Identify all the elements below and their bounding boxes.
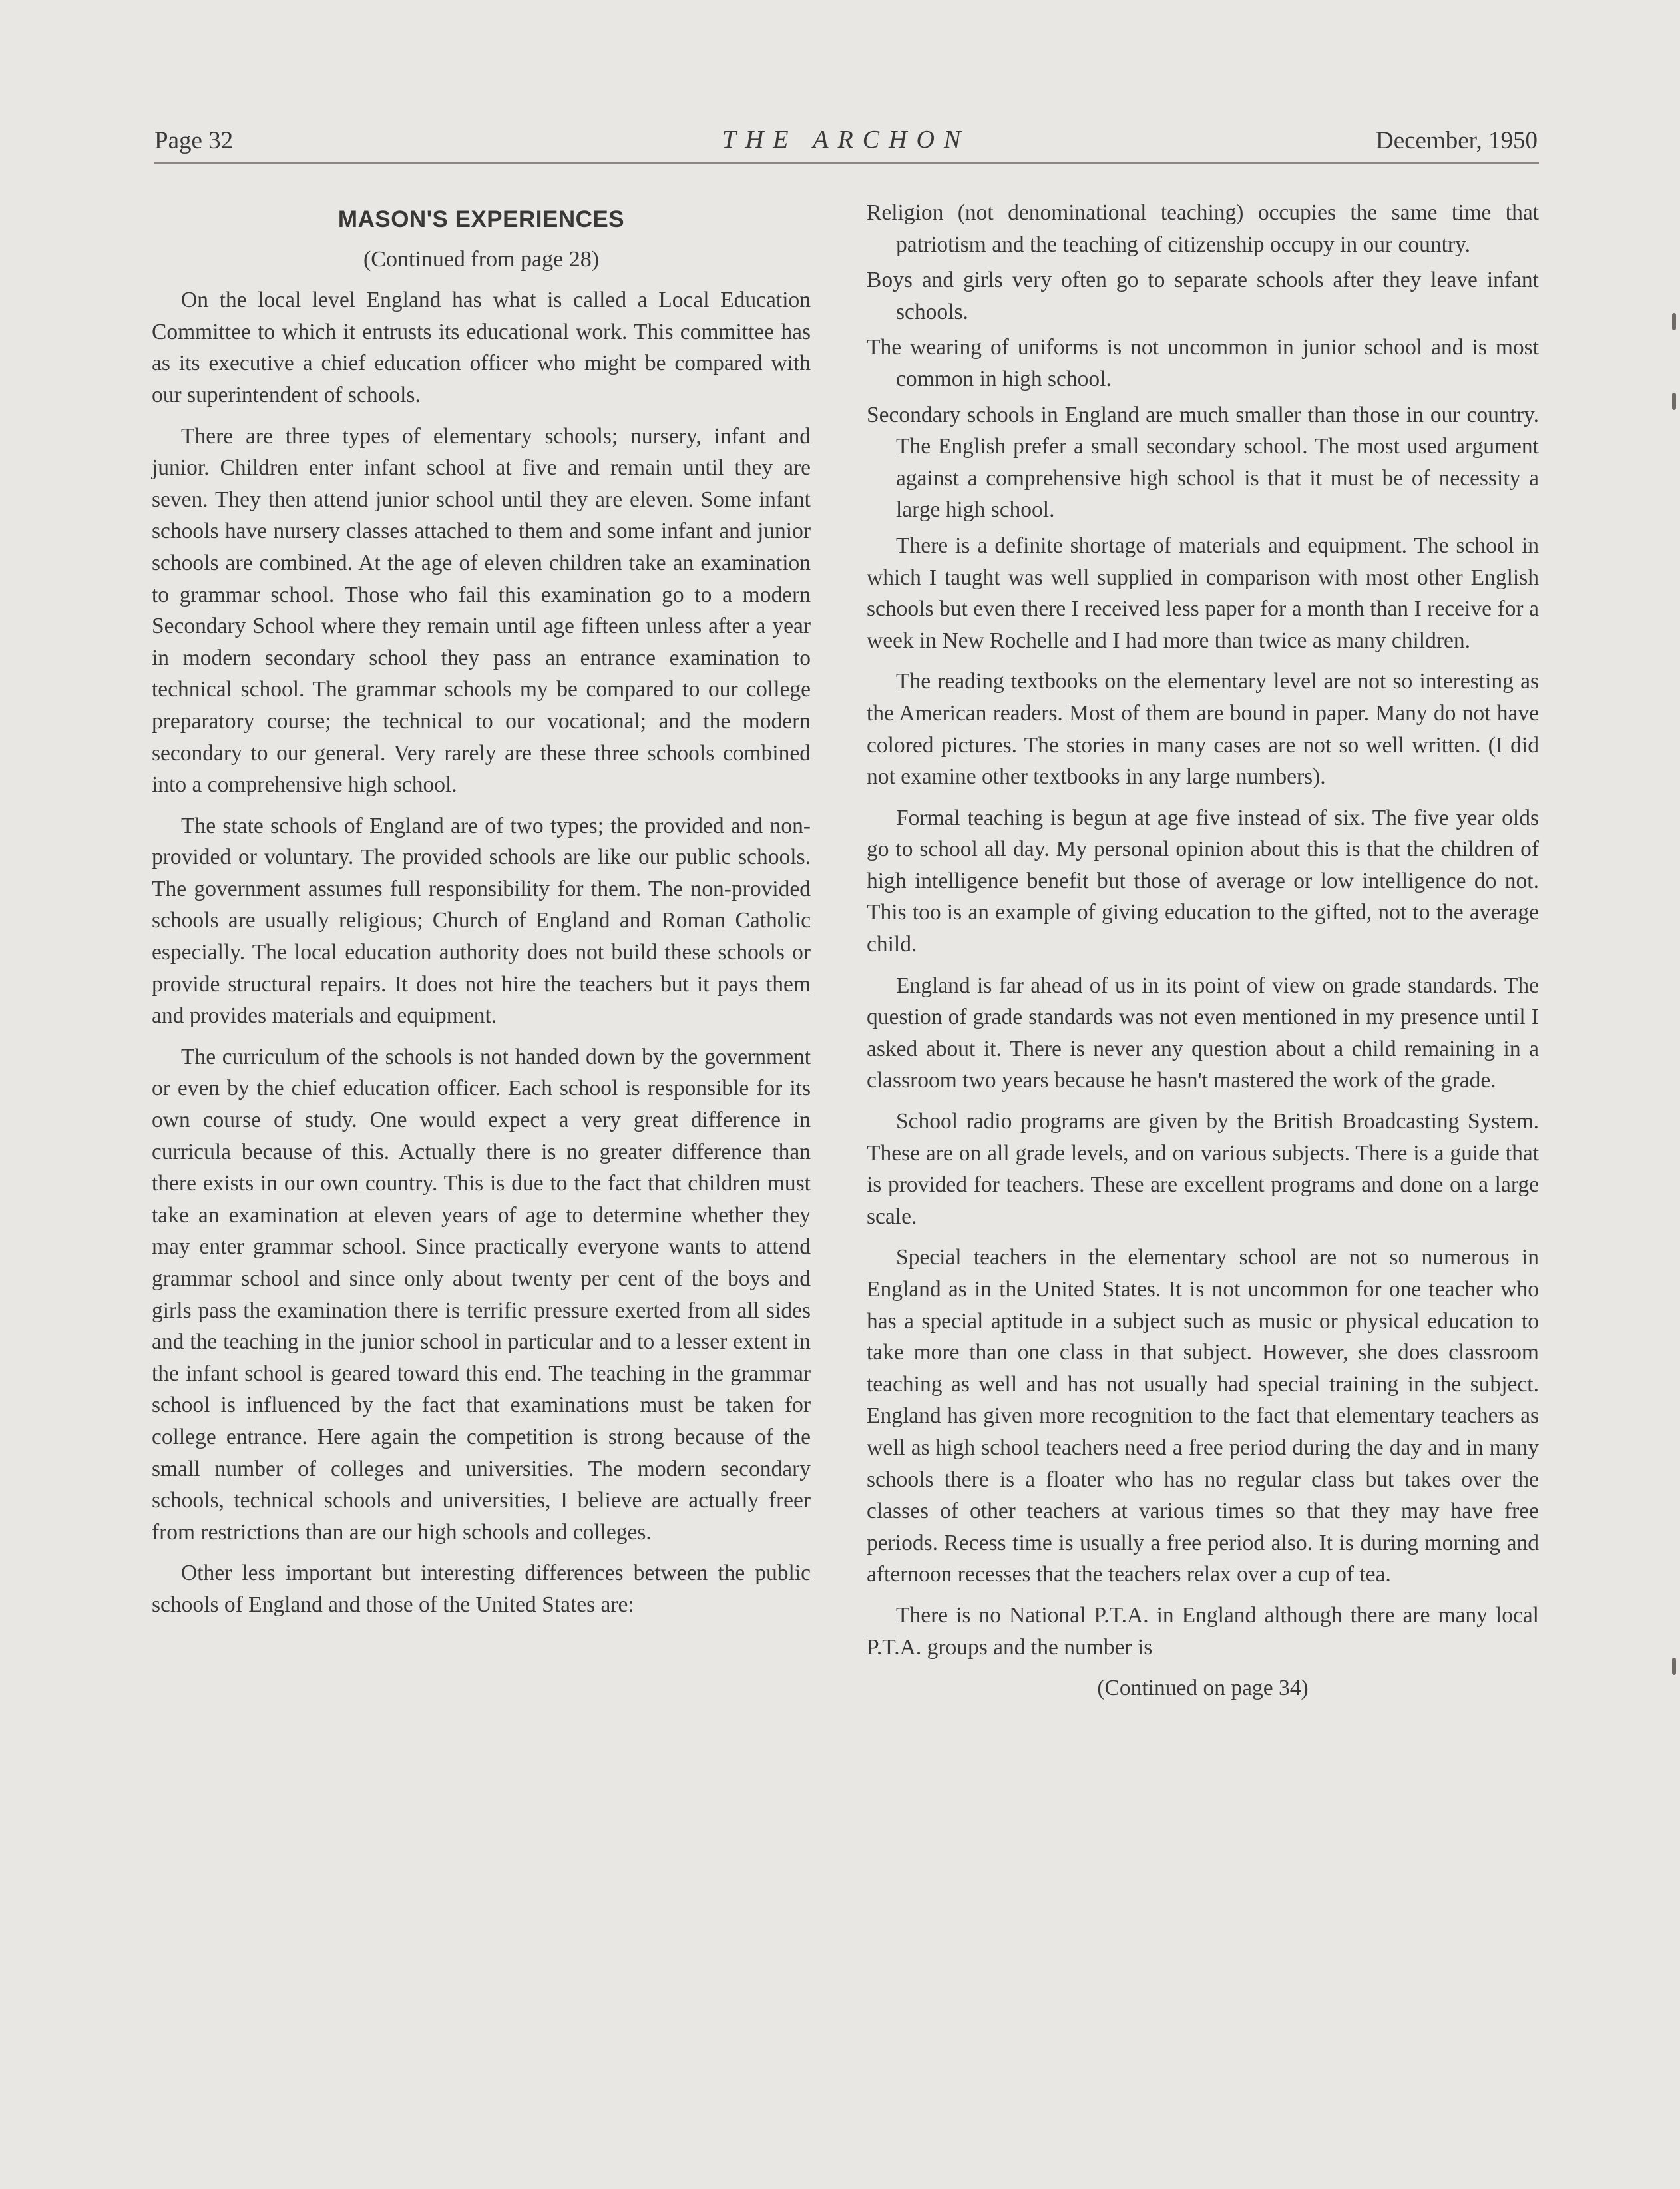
page-number: Page 32 <box>154 127 234 154</box>
difference-item: Formal teaching is begun at age five instead of six. The five year olds go to school all day. My personal opinion about this is that the children of high intelligence benefit but those of average or low intelligence do not. This too is an example of giving education to the gifted, not to the average child. <box>867 805 1539 957</box>
paragraph: There are three types of elementary schools; nursery, infant and junior. Children enter infant school at five and remain until they are seven. They then attend junior school until they are eleven. Some infant schools have nursery classes attached to them and some infant and junior schools are combined. At the age of eleven children take an examination to grammar school. Those who fail this examination go to a modern Secondary School where they remain until age fifteen unless after a year in modern secondary school they pass an entrance examination to technical school. The grammar schools my be compared to our college preparatory course; the technical to our vocational; and the modern secondary to our general. Very rarely are these three schools combined into a comprehensive high school. <box>152 423 811 798</box>
article-title: MASON'S EXPERIENCES <box>337 206 625 232</box>
page-header <box>154 121 1538 161</box>
paragraph: There is no National P.T.A. in England although there are many local P.T.A. groups and the number is <box>867 1602 1539 1660</box>
paragraph: The state schools of England are of two types; the provided and non-provided or voluntary. The provided schools are like our public schools. The government assumes full responsibility for them. The non-provided schools are usually religious; Church of England and Roman Catholic especially. The local education authority does not build these schools or provide structural repairs. It does not hire the teachers but it pays them and provides materials and equipment. <box>152 813 811 1029</box>
edge-mark <box>1672 393 1676 410</box>
publication-title: THE ARCHON <box>722 126 970 154</box>
paragraph: Special teachers in the elementary school are not so numerous in England as in the United States. It is not uncommon for one teacher who has a special aptitude in a subject such as music or physical education to take more than one class in that subject. However, she does classroom teaching as well and has not usually had special training in the subject. England has given more recognition to the fact that elementary teachers as well as high school teachers need a free period during the day and in many schools there is a floater who has no regular class but takes over the classes of other teachers at various times so that they may have free periods. Recess time is usually a free period also. It is during morning and afternoon recesses that the teachers relax over a cup of tea. <box>867 1245 1539 1587</box>
paragraph: School radio programs are given by the British Broadcasting System. These are on all grade levels, and on various subjects. There is a guide that is provided for teachers. These are excellent programs and done on a large scale. <box>867 1109 1539 1229</box>
left-column <box>152 197 811 1630</box>
edge-mark <box>1672 313 1676 330</box>
paragraph: The curriculum of the schools is not handed down by the government or even by the chief education officer. Each school is responsible for its own course of study. One would expect a very great difference in curricula because of this. Actually there is no greater difference than there exists in our own country. This is due to the fact that children must take an examination at eleven years of age to determine whether they may enter grammar school. Since practically everyone wants to attend grammar school and since only about twenty per cent of the boys and girls pass the examination there is terrific pressure exerted from all sides and the teaching in the junior school in particular and to a lesser extent in the infant school is geared toward this end. The teaching in the grammar school is influenced by the fact that examinations must be taken for college entrance. Here again the competition is strong because of the small number of colleges and universities. The modern secondary schools, technical schools and universities, I believe are actually freer from restrictions than are our high schools and colleges. <box>152 1044 811 1545</box>
header-rule <box>154 162 1539 164</box>
edge-mark <box>1672 1658 1676 1675</box>
difference-item: Boys and girls very often go to separate schools after they leave infant schools. <box>867 268 1539 324</box>
difference-item: There is a definite shortage of materials and equipment. The school in which I taught was well supplied in comparison with most other English schools but even there I received less paper for a month than I receive for a week in New Rochelle and I had more than twice as many children. <box>867 533 1539 653</box>
difference-item: Secondary schools in England are much smaller than those in our country. The English prefer a small secondary school. The most used argument against a comprehensive high school is that it must be of necessity a large high school. <box>867 402 1539 523</box>
paragraph: Other less important but interesting differences between the public schools of England and those of the United States are: <box>152 1561 811 1617</box>
right-column <box>867 197 1539 1714</box>
issue-date: December, 1950 <box>1375 127 1538 154</box>
difference-item: The wearing of uniforms is not uncommon in junior school and is most common in high school. <box>867 335 1539 391</box>
difference-item: Religion (not denominational teaching) occupies the same time that patriotism and the teaching of citizenship occupy in our country. <box>867 200 1539 257</box>
continued-from-note: (Continued from page 28) <box>363 246 600 272</box>
paragraph: On the local level England has what is called a Local Education Committee to which it entrusts its educational work. This committee has as its executive a chief education officer who might be compared with our superintendent of schools. <box>152 288 811 407</box>
difference-item: England is far ahead of us in its point of view on grade standards. The question of grade standards was not even mentioned in my presence until I asked about it. There is never any question about a child remaining in a classroom two years because he hasn't mastered the work of the grade. <box>867 973 1539 1093</box>
continued-on-note: (Continued on page 34) <box>1097 1676 1309 1701</box>
difference-item: The reading textbooks on the elementary level are not so interesting as the American readers. Most of them are bound in paper. Many do not have colored pictures. The stories in many cases are not so well written. (I did not examine other textbooks in any large numbers). <box>867 669 1539 790</box>
